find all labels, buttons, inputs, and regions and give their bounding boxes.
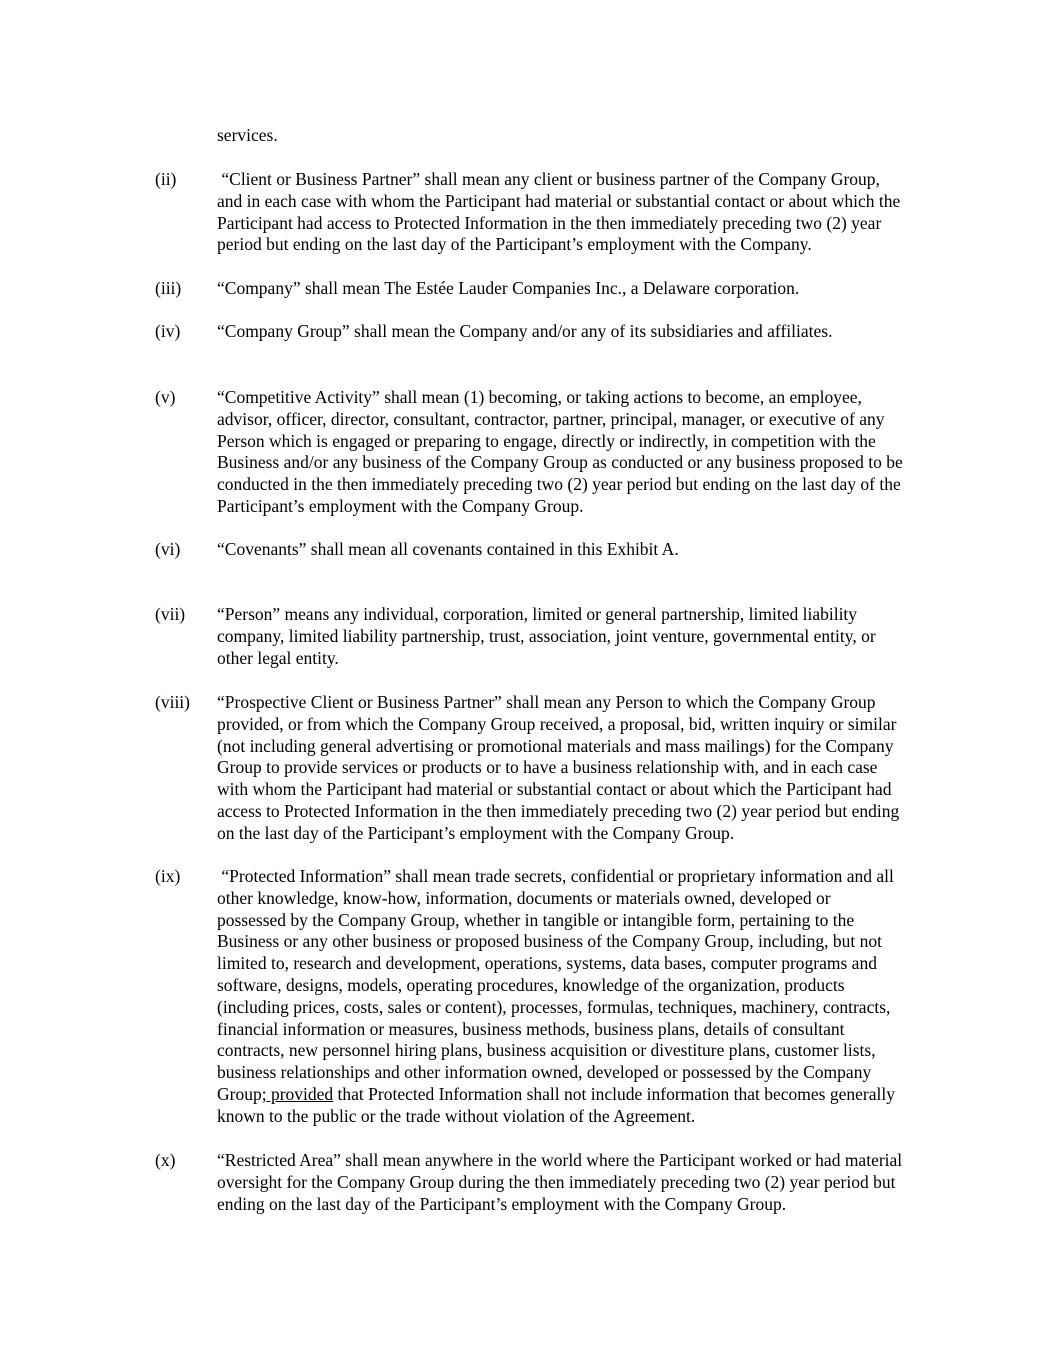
text-segment: that Protected Information shall not include information that becomes generally — [333, 1083, 895, 1104]
text-line: “Restricted Area” shall mean anywhere in the world where the Participant worked or had material — [217, 1150, 903, 1170]
text-line: known to the public or the trade without violation of the Agreement. — [217, 1105, 696, 1126]
item-text — [217, 1150, 977, 1215]
text-line: Group to provide services or products or to have a business relationship with, and in each case — [217, 757, 878, 778]
text-line: “Covenants” shall mean all covenants contained in this Exhibit A. — [217, 539, 679, 559]
text-line: limited to, research and development, operations, systems, data bases, computer programs and — [217, 953, 877, 974]
item-text — [217, 169, 977, 256]
text-line: access to Protected Information in the then immediately preceding two (2) year period but ending — [217, 800, 900, 821]
text-line — [217, 1084, 977, 1106]
text-line: “Protected Information” shall mean trade secrets, confidential or proprietary information and all — [217, 866, 894, 886]
text-line: other knowledge, know-how, information, documents or materials owned, developed or — [217, 887, 831, 908]
item-number: (iii) — [155, 278, 182, 298]
text-line: “Competitive Activity” shall mean (1) becoming, or taking actions to become, an employee, — [217, 387, 862, 407]
item-number: (vi) — [155, 539, 181, 559]
text-line: Participant had access to Protected Information in the then immediately preceding two (2) year — [217, 212, 882, 233]
item-text — [217, 387, 977, 518]
text-line: ending on the last day of the Participant’s employment with the Company Group. — [217, 1193, 787, 1214]
text-line: Business or any other business or proposed business of the Company Group, including, but not — [217, 931, 882, 952]
text-line: software, designs, models, operating procedures, knowledge of the organization, products — [217, 974, 845, 995]
text-line: “Company” shall mean The Estée Lauder Companies Inc., a Delaware corporation. — [217, 278, 800, 298]
text-segment: Group — [217, 1083, 262, 1104]
text-line: period but ending on the last day of the Participant’s employment with the Company. — [217, 234, 812, 255]
text-line: Participant’s employment with the Company Group. — [217, 495, 584, 516]
text-line: oversight for the Company Group during the then immediately preceding two (2) year period but — [217, 1171, 896, 1192]
provided-underlined-term: ; provided — [261, 1083, 334, 1104]
item-number: (ix) — [155, 866, 181, 886]
text-line: contracts, new personnel hiring plans, business acquisition or divestiture plans, customer lists, — [217, 1040, 876, 1061]
item-text — [217, 321, 977, 343]
text-line: on the last day of the Participant’s employment with the Company Group. — [217, 822, 735, 843]
text-line: Business and/or any business of the Company Group as conducted or any business proposed to be — [217, 452, 903, 473]
item-number: (vii) — [155, 604, 186, 624]
text-line: conducted in the then immediately preceding two (2) year period but ending on the last day of the — [217, 474, 901, 495]
text-line: advisor, officer, director, consultant, contractor, partner, principal, manager, or executive of any — [217, 408, 885, 429]
text-line: provided, or from which the Company Group received, a proposal, bid, written inquiry or similar — [217, 713, 897, 734]
text-line: (not including general advertising or promotional materials and mass mailings) for the Company — [217, 735, 894, 756]
text-line: (including prices, costs, sales or content), processes, formulas, techniques, machinery, contracts, — [217, 996, 891, 1017]
text-line: “Person” means any individual, corporation, limited or general partnership, limited liability — [217, 604, 858, 624]
text-line: and in each case with whom the Participant had material or substantial contact or about which the — [217, 190, 901, 211]
text-line: financial information or measures, business methods, business plans, details of consultant — [217, 1018, 845, 1039]
item-text — [217, 604, 977, 669]
text-line: with whom the Participant had material or substantial contact or about which the Participant had — [217, 779, 892, 800]
text-line: “Prospective Client or Business Partner” shall mean any Person to which the Company Group — [217, 692, 876, 712]
item-number: (iv) — [155, 321, 181, 341]
item-text — [217, 539, 977, 561]
item-text — [217, 278, 977, 300]
item-text — [217, 866, 977, 1128]
text-line: company, limited liability partnership, trust, association, joint venture, governmental entity, or — [217, 625, 876, 646]
item-number: (viii) — [155, 692, 190, 712]
text-line: business relationships and other information owned, developed or possessed by the Company — [217, 1062, 872, 1083]
text-line: “Client or Business Partner” shall mean any client or business partner of the Company Group, — [217, 169, 880, 189]
item-number: (ii) — [155, 169, 177, 189]
item-text — [217, 692, 977, 845]
text-line: Person which is engaged or preparing to engage, directly or indirectly, in competition with the — [217, 430, 876, 451]
item-number: (x) — [155, 1150, 176, 1170]
item-number: (v) — [155, 387, 176, 407]
continuation-text: services. — [217, 125, 278, 145]
text-line: other legal entity. — [217, 647, 339, 668]
text-line: “Company Group” shall mean the Company and/or any of its subsidiaries and affiliates. — [217, 321, 833, 341]
text-line: possessed by the Company Group, whether in tangible or intangible form, pertaining to the — [217, 909, 855, 930]
